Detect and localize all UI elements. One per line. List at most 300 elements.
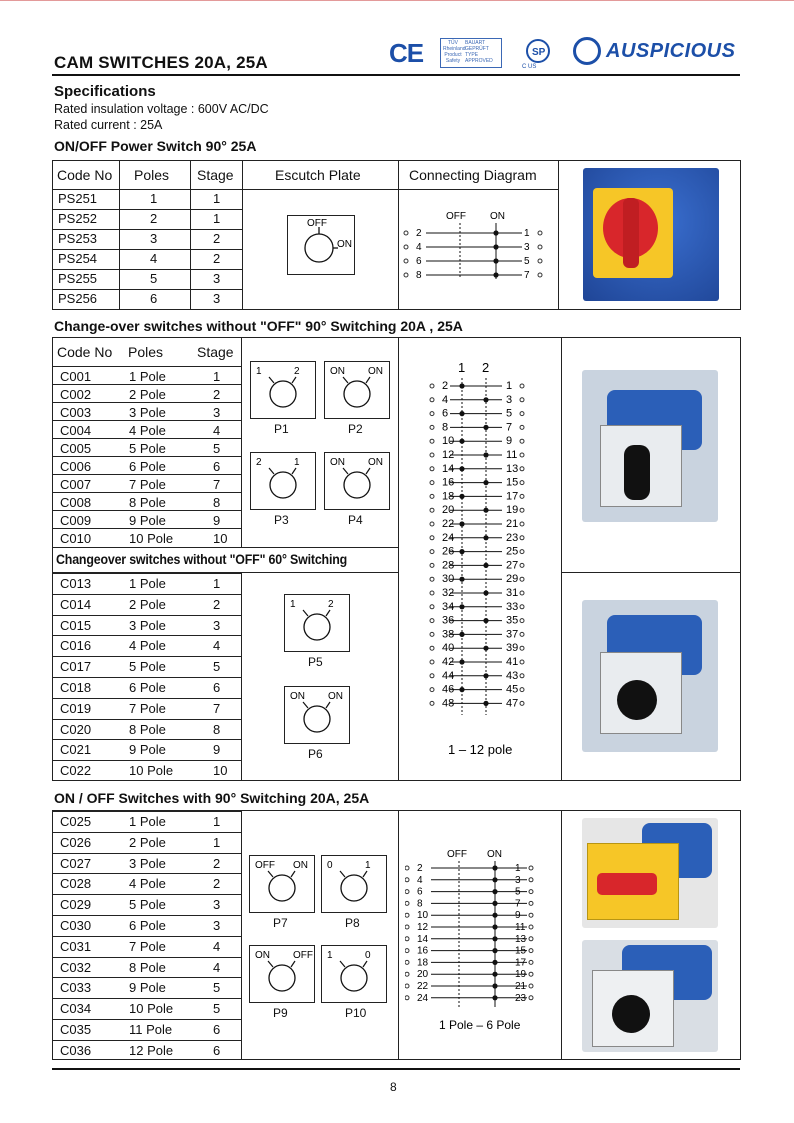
terminal-icon	[529, 901, 533, 905]
terminal-icon	[529, 996, 533, 1000]
poles-cell: 5	[150, 271, 158, 286]
code-cell: C034	[60, 1001, 92, 1017]
csa-letters: SP	[532, 47, 546, 58]
stage-cell: 2	[213, 387, 221, 402]
stage-cell: 10	[213, 531, 228, 546]
plate-position-label: ON	[290, 691, 305, 702]
terminal-icon	[520, 688, 524, 692]
contact-dot	[459, 577, 464, 582]
poles-cell: 11 Pole	[129, 1022, 173, 1037]
plate-position-label: 0	[327, 860, 333, 871]
plate-label-on: ON	[337, 239, 352, 250]
terminal-number: 23	[515, 992, 527, 1004]
table-row-divider	[52, 289, 242, 290]
contact-dot	[492, 913, 497, 918]
section-title-onoff-switches: ON / OFF Switches with 90° Switching 20A, 25A	[54, 790, 370, 806]
poles-cell: 9 Pole	[129, 742, 166, 758]
plate-knob-circle	[270, 472, 296, 498]
contact-dot	[483, 480, 488, 485]
terminal-icon	[430, 550, 434, 554]
diagram-rows	[404, 228, 542, 281]
contact-dot	[483, 563, 488, 568]
poles-cell: 6 Pole	[129, 459, 166, 474]
table-row-divider	[52, 229, 242, 230]
code-cell: C002	[60, 387, 92, 402]
terminal-icon	[538, 273, 542, 277]
terminal-number: 2	[442, 380, 449, 392]
page-title: CAM SWITCHES 20A, 25A	[54, 53, 268, 72]
terminal-icon	[430, 508, 434, 512]
terminal-icon	[520, 453, 524, 457]
spec-title: Specifications	[54, 83, 156, 100]
diagram-rows	[405, 863, 533, 1004]
poles-cell: 3 Pole	[129, 617, 166, 633]
plate-position-label: ON	[368, 457, 383, 468]
terminal-icon	[538, 245, 542, 249]
terminal-icon	[430, 688, 434, 692]
plate-drawing	[284, 686, 350, 744]
terminal-number: 5	[524, 256, 530, 267]
terminal-number: 7	[515, 898, 521, 910]
terminal-number: 25	[506, 545, 519, 558]
terminal-icon	[405, 890, 409, 894]
header-rule	[52, 74, 740, 76]
terminal-icon	[520, 398, 524, 402]
poles-cell: 5 Pole	[129, 659, 166, 675]
escutcheon-plate-p5	[284, 594, 350, 652]
terminal-icon	[430, 674, 434, 678]
terminal-icon	[405, 913, 409, 917]
table-row-divider	[52, 249, 242, 250]
code-cell: C015	[60, 617, 92, 633]
poles-cell: 3 Pole	[129, 855, 166, 871]
terminal-number: 5	[515, 886, 521, 898]
code-cell: C007	[60, 477, 92, 492]
terminal-number: 43	[506, 669, 519, 682]
table-row-divider	[52, 1019, 242, 1020]
table-divider	[398, 160, 399, 310]
poles-cell: 3	[150, 231, 158, 246]
terminal-icon	[520, 481, 524, 485]
plate-pointer-line	[292, 468, 296, 474]
plate-pointer-line	[343, 468, 348, 474]
page-top-border	[0, 0, 794, 1]
product-photo-onoff-black	[582, 940, 718, 1052]
plate-name: P6	[308, 747, 323, 761]
contact-dot	[492, 948, 497, 953]
terminal-icon	[430, 701, 434, 705]
code-cell: C032	[60, 959, 92, 975]
terminal-number: 23	[506, 531, 519, 544]
contact-dot	[492, 924, 497, 929]
terminal-number: 4	[442, 393, 449, 406]
terminal-number: 2	[416, 228, 422, 239]
terminal-number: 21	[515, 981, 527, 992]
terminal-number: 5	[506, 407, 513, 420]
code-cell: C033	[60, 980, 92, 996]
stage-cell: 3	[213, 291, 221, 306]
code-cell: C004	[60, 423, 92, 438]
contact-dot	[492, 972, 497, 977]
col-header-code: Code No	[57, 167, 113, 183]
terminal-icon	[520, 425, 524, 429]
terminal-icon	[430, 398, 434, 402]
tuv-line: Product Safety	[444, 52, 462, 64]
contact-dot	[492, 901, 497, 906]
plate-position-label: 2	[294, 366, 300, 377]
stage-cell: 7	[213, 700, 221, 716]
code-cell: C027	[60, 855, 92, 871]
stage-cell: 6	[213, 680, 221, 695]
table-divider	[52, 189, 558, 190]
contact-dot	[492, 960, 497, 965]
poles-cell: 8 Pole	[129, 495, 166, 510]
terminal-icon	[520, 577, 524, 581]
terminal-icon	[520, 563, 524, 567]
terminal-icon	[405, 960, 409, 964]
code-cell: C036	[60, 1042, 92, 1058]
terminal-icon	[404, 259, 408, 263]
code-cell: C029	[60, 897, 92, 913]
contact-dot	[493, 258, 498, 263]
connecting-diagram-onoff-switch	[405, 845, 555, 1035]
terminal-number: 12	[442, 449, 455, 461]
plate-name: P3	[274, 513, 289, 527]
col-header-stage: Stage	[197, 344, 234, 360]
plate-position-label: 1	[290, 599, 296, 610]
terminal-icon	[520, 467, 524, 471]
terminal-number: 14	[442, 462, 455, 475]
poles-cell: 4 Pole	[129, 876, 166, 892]
plate-drawing	[324, 361, 390, 419]
terminal-number: 31	[506, 587, 519, 599]
terminal-icon	[520, 660, 524, 664]
table-divider	[242, 160, 243, 310]
tuv-line: APPROVED	[465, 58, 493, 64]
poles-cell: 1	[150, 191, 158, 206]
table-row-divider	[52, 420, 242, 421]
terminal-icon	[430, 467, 434, 471]
product-photo-changeover-60	[582, 600, 718, 752]
diagram-label-off: OFF	[447, 849, 467, 860]
terminal-icon	[430, 494, 434, 498]
terminal-number: 18	[442, 490, 455, 503]
poles-cell: 1 Pole	[129, 576, 166, 591]
contact-dot	[459, 549, 464, 554]
terminal-icon	[529, 925, 533, 929]
plate-name: P1	[274, 422, 289, 436]
stage-cell: 1	[213, 191, 221, 206]
plate-knob-circle	[304, 614, 330, 640]
code-cell: C013	[60, 576, 92, 591]
table-divider	[241, 337, 242, 547]
connecting-diagram-changeover	[410, 360, 550, 760]
table-row-divider	[52, 269, 242, 270]
table-row-divider	[52, 474, 242, 475]
terminal-number: 22	[442, 518, 455, 530]
poles-cell: 12 Pole	[129, 1042, 174, 1058]
terminal-number: 19	[515, 969, 527, 981]
terminal-icon	[430, 412, 434, 416]
plate-pointer-line	[269, 468, 274, 474]
table-divider	[561, 572, 741, 573]
plate-knob-circle	[344, 381, 370, 407]
plate-position-label: OFF	[255, 860, 275, 871]
stage-cell: 3	[213, 271, 221, 286]
terminal-icon	[430, 481, 434, 485]
diagram-top-label: 1	[458, 360, 466, 375]
diagram-caption: 1 Pole – 6 Pole	[439, 1018, 521, 1032]
terminal-icon	[520, 494, 524, 498]
page-number: 8	[390, 1080, 397, 1094]
table-row-divider	[52, 438, 242, 439]
code-cell: C020	[60, 721, 92, 737]
table-row-divider	[52, 1040, 242, 1041]
plate-pointer-line	[269, 377, 274, 383]
plate-pointer-line	[303, 702, 308, 708]
terminal-number: 13	[506, 462, 519, 475]
plate-position-label: ON	[330, 366, 345, 377]
terminal-icon	[529, 960, 533, 964]
code-cell: C016	[60, 638, 92, 654]
terminal-icon	[430, 425, 434, 429]
terminal-icon	[529, 890, 533, 894]
poles-cell: 2 Pole	[129, 596, 166, 612]
stage-cell: 10	[213, 763, 228, 779]
terminal-icon	[430, 605, 434, 609]
ce-mark: CE	[389, 38, 424, 68]
poles-cell: 9 Pole	[129, 513, 166, 528]
terminal-icon	[430, 453, 434, 457]
table-divider	[558, 160, 559, 310]
terminal-number: 1	[506, 380, 513, 392]
terminal-number: 30	[442, 573, 455, 586]
terminal-number: 15	[506, 476, 519, 489]
contact-dot	[493, 272, 498, 277]
terminal-icon	[404, 273, 408, 277]
terminal-icon	[520, 646, 524, 650]
terminal-icon	[404, 231, 408, 235]
contact-dot	[483, 618, 488, 623]
product-knob-black	[612, 995, 650, 1033]
plate-position-label: 1	[327, 950, 333, 961]
escutcheon-plate-p3	[250, 452, 316, 510]
poles-cell: 10 Pole	[129, 1001, 174, 1017]
escutcheon-plate-p4	[324, 452, 390, 510]
contact-dot	[459, 466, 464, 471]
plate-pointer-line	[326, 610, 330, 616]
product-handle	[623, 198, 639, 268]
plate-pointer-line	[292, 377, 296, 383]
terminal-number: 20	[442, 504, 455, 517]
terminal-icon	[405, 937, 409, 941]
code-cell: C035	[60, 1022, 92, 1037]
terminal-number: 1	[515, 863, 521, 874]
col-header-code: Code No	[57, 344, 113, 360]
terminal-number: 16	[417, 945, 429, 957]
stage-cell: 5	[213, 441, 221, 456]
terminal-icon	[520, 536, 524, 540]
stage-cell: 6	[213, 459, 221, 474]
stage-cell: 5	[213, 1001, 221, 1017]
plate-drawing	[324, 452, 390, 510]
poles-cell: 1 Pole	[129, 369, 166, 384]
contact-dot	[459, 383, 464, 388]
terminal-icon	[430, 563, 434, 567]
terminal-icon	[520, 508, 524, 512]
terminal-number: 13	[515, 933, 527, 945]
terminal-number: 45	[506, 683, 519, 696]
tuv-line: GEPRÜFT	[465, 46, 489, 52]
terminal-number: 27	[506, 559, 519, 572]
terminal-icon	[538, 259, 542, 263]
terminal-number: 42	[442, 656, 455, 668]
col-header-diagram: Connecting Diagram	[409, 167, 537, 183]
product-knob-black	[624, 445, 650, 500]
plate-name: P7	[273, 916, 288, 930]
terminal-icon	[529, 937, 533, 941]
plate-label-off: OFF	[307, 218, 327, 229]
terminal-icon	[430, 591, 434, 595]
plate-position-label: ON	[368, 366, 383, 377]
table-row-divider	[52, 615, 242, 616]
table-row-divider	[52, 677, 242, 678]
poles-cell: 8 Pole	[129, 721, 166, 737]
table-row-divider	[52, 739, 242, 740]
terminal-number: 35	[506, 614, 519, 627]
plate-position-label: OFF	[293, 950, 313, 961]
terminal-number: 8	[417, 898, 423, 910]
stage-cell: 5	[213, 659, 221, 675]
section-title-changeover-90: Change-over switches without "OFF" 90° Switching 20A , 25A	[54, 318, 463, 334]
terminal-number: 24	[442, 531, 455, 544]
stage-cell: 3	[213, 617, 221, 633]
stage-cell: 1	[213, 834, 221, 850]
code-cell: PS255	[58, 271, 98, 286]
terminal-number: 1	[524, 228, 530, 239]
plate-name: P9	[273, 1006, 288, 1020]
terminal-icon	[520, 439, 524, 443]
table-divider	[398, 810, 399, 1060]
terminal-number: 11	[506, 449, 518, 461]
code-cell: C017	[60, 659, 92, 675]
tuv-certification-badge	[440, 38, 502, 68]
terminal-icon	[430, 632, 434, 636]
terminal-number: 6	[442, 407, 449, 420]
connecting-diagram-onoff	[402, 205, 552, 283]
table-divider	[561, 810, 562, 1060]
poles-cell: 4 Pole	[129, 638, 166, 654]
diagram-caption: 1 – 12 pole	[448, 742, 513, 757]
escutcheon-plate	[287, 215, 355, 275]
terminal-number: 33	[506, 600, 519, 613]
plate-name: P5	[308, 655, 323, 669]
stage-cell: 1	[213, 211, 221, 226]
terminal-number: 47	[506, 697, 519, 710]
spec-voltage: Rated insulation voltage : 600V AC/DC	[54, 102, 269, 116]
plate-pointer-line	[366, 377, 370, 383]
table-row-divider	[52, 894, 242, 895]
table-row-divider	[52, 998, 242, 999]
terminal-icon	[529, 878, 533, 882]
section-title-changeover-60: Changeover switches without "OFF" 60° Switching	[56, 552, 348, 567]
contact-dot	[483, 701, 488, 706]
diagram-label-on: ON	[487, 849, 502, 860]
poles-cell: 7 Pole	[129, 700, 166, 716]
table-row-divider	[52, 209, 242, 210]
poles-cell: 9 Pole	[129, 980, 166, 996]
table-row-divider	[52, 832, 242, 833]
contact-dot	[492, 983, 497, 988]
product-photo-onoff-red	[582, 818, 718, 928]
poles-cell: 5 Pole	[129, 897, 166, 913]
terminal-number: 40	[442, 642, 455, 655]
code-cell: C014	[60, 596, 92, 612]
poles-cell: 1 Pole	[129, 814, 166, 829]
contact-dot	[483, 397, 488, 402]
escutcheon-plate-p2	[324, 361, 390, 419]
terminal-icon	[405, 984, 409, 988]
col-header-poles: Poles	[128, 344, 164, 360]
table-divider	[398, 337, 399, 781]
tuv-line: TYPE	[465, 52, 479, 58]
contact-dot	[459, 659, 464, 664]
code-cell: PS253	[58, 231, 98, 246]
table-divider	[52, 547, 398, 548]
terminal-icon	[430, 619, 434, 623]
terminal-number: 41	[506, 656, 519, 668]
plate-position-label: 1	[294, 457, 300, 468]
stage-cell: 2	[213, 231, 221, 246]
tuv-line: BAUART	[465, 40, 486, 46]
poles-cell: 10 Pole	[129, 531, 174, 546]
poles-cell: 10 Pole	[129, 763, 174, 779]
stage-cell: 3	[213, 897, 221, 913]
terminal-icon	[430, 384, 434, 388]
terminal-icon	[430, 660, 434, 664]
tuv-line: TÜV	[448, 40, 458, 46]
terminal-number: 38	[442, 628, 455, 641]
terminal-number: 8	[442, 421, 449, 434]
terminal-number: 29	[506, 573, 519, 586]
plate-pointer-line	[303, 610, 308, 616]
poles-cell: 7 Pole	[129, 938, 166, 954]
plate-knob-circle	[270, 381, 296, 407]
contact-dot	[483, 673, 488, 678]
csa-sub: C US	[522, 64, 537, 70]
table-divider	[561, 337, 562, 781]
table-row-divider	[52, 698, 242, 699]
code-cell: C001	[60, 369, 92, 384]
terminal-number: 12	[417, 922, 429, 933]
plate-position-label: ON	[328, 691, 343, 702]
table-row-divider	[52, 977, 242, 978]
contact-dot	[459, 411, 464, 416]
poles-cell: 5 Pole	[129, 441, 166, 456]
code-cell: C008	[60, 495, 92, 510]
stage-cell: 4	[213, 959, 221, 975]
plate-pointer-line	[343, 377, 348, 383]
tuv-line: Rheinland	[443, 46, 466, 52]
table-row-divider	[52, 510, 242, 511]
terminal-icon	[529, 866, 533, 870]
stage-cell: 1	[213, 369, 221, 384]
table-row-divider	[52, 873, 242, 874]
stage-cell: 9	[213, 513, 221, 528]
stage-cell: 2	[213, 876, 221, 892]
code-cell: C026	[60, 834, 92, 850]
code-cell: C030	[60, 918, 92, 933]
